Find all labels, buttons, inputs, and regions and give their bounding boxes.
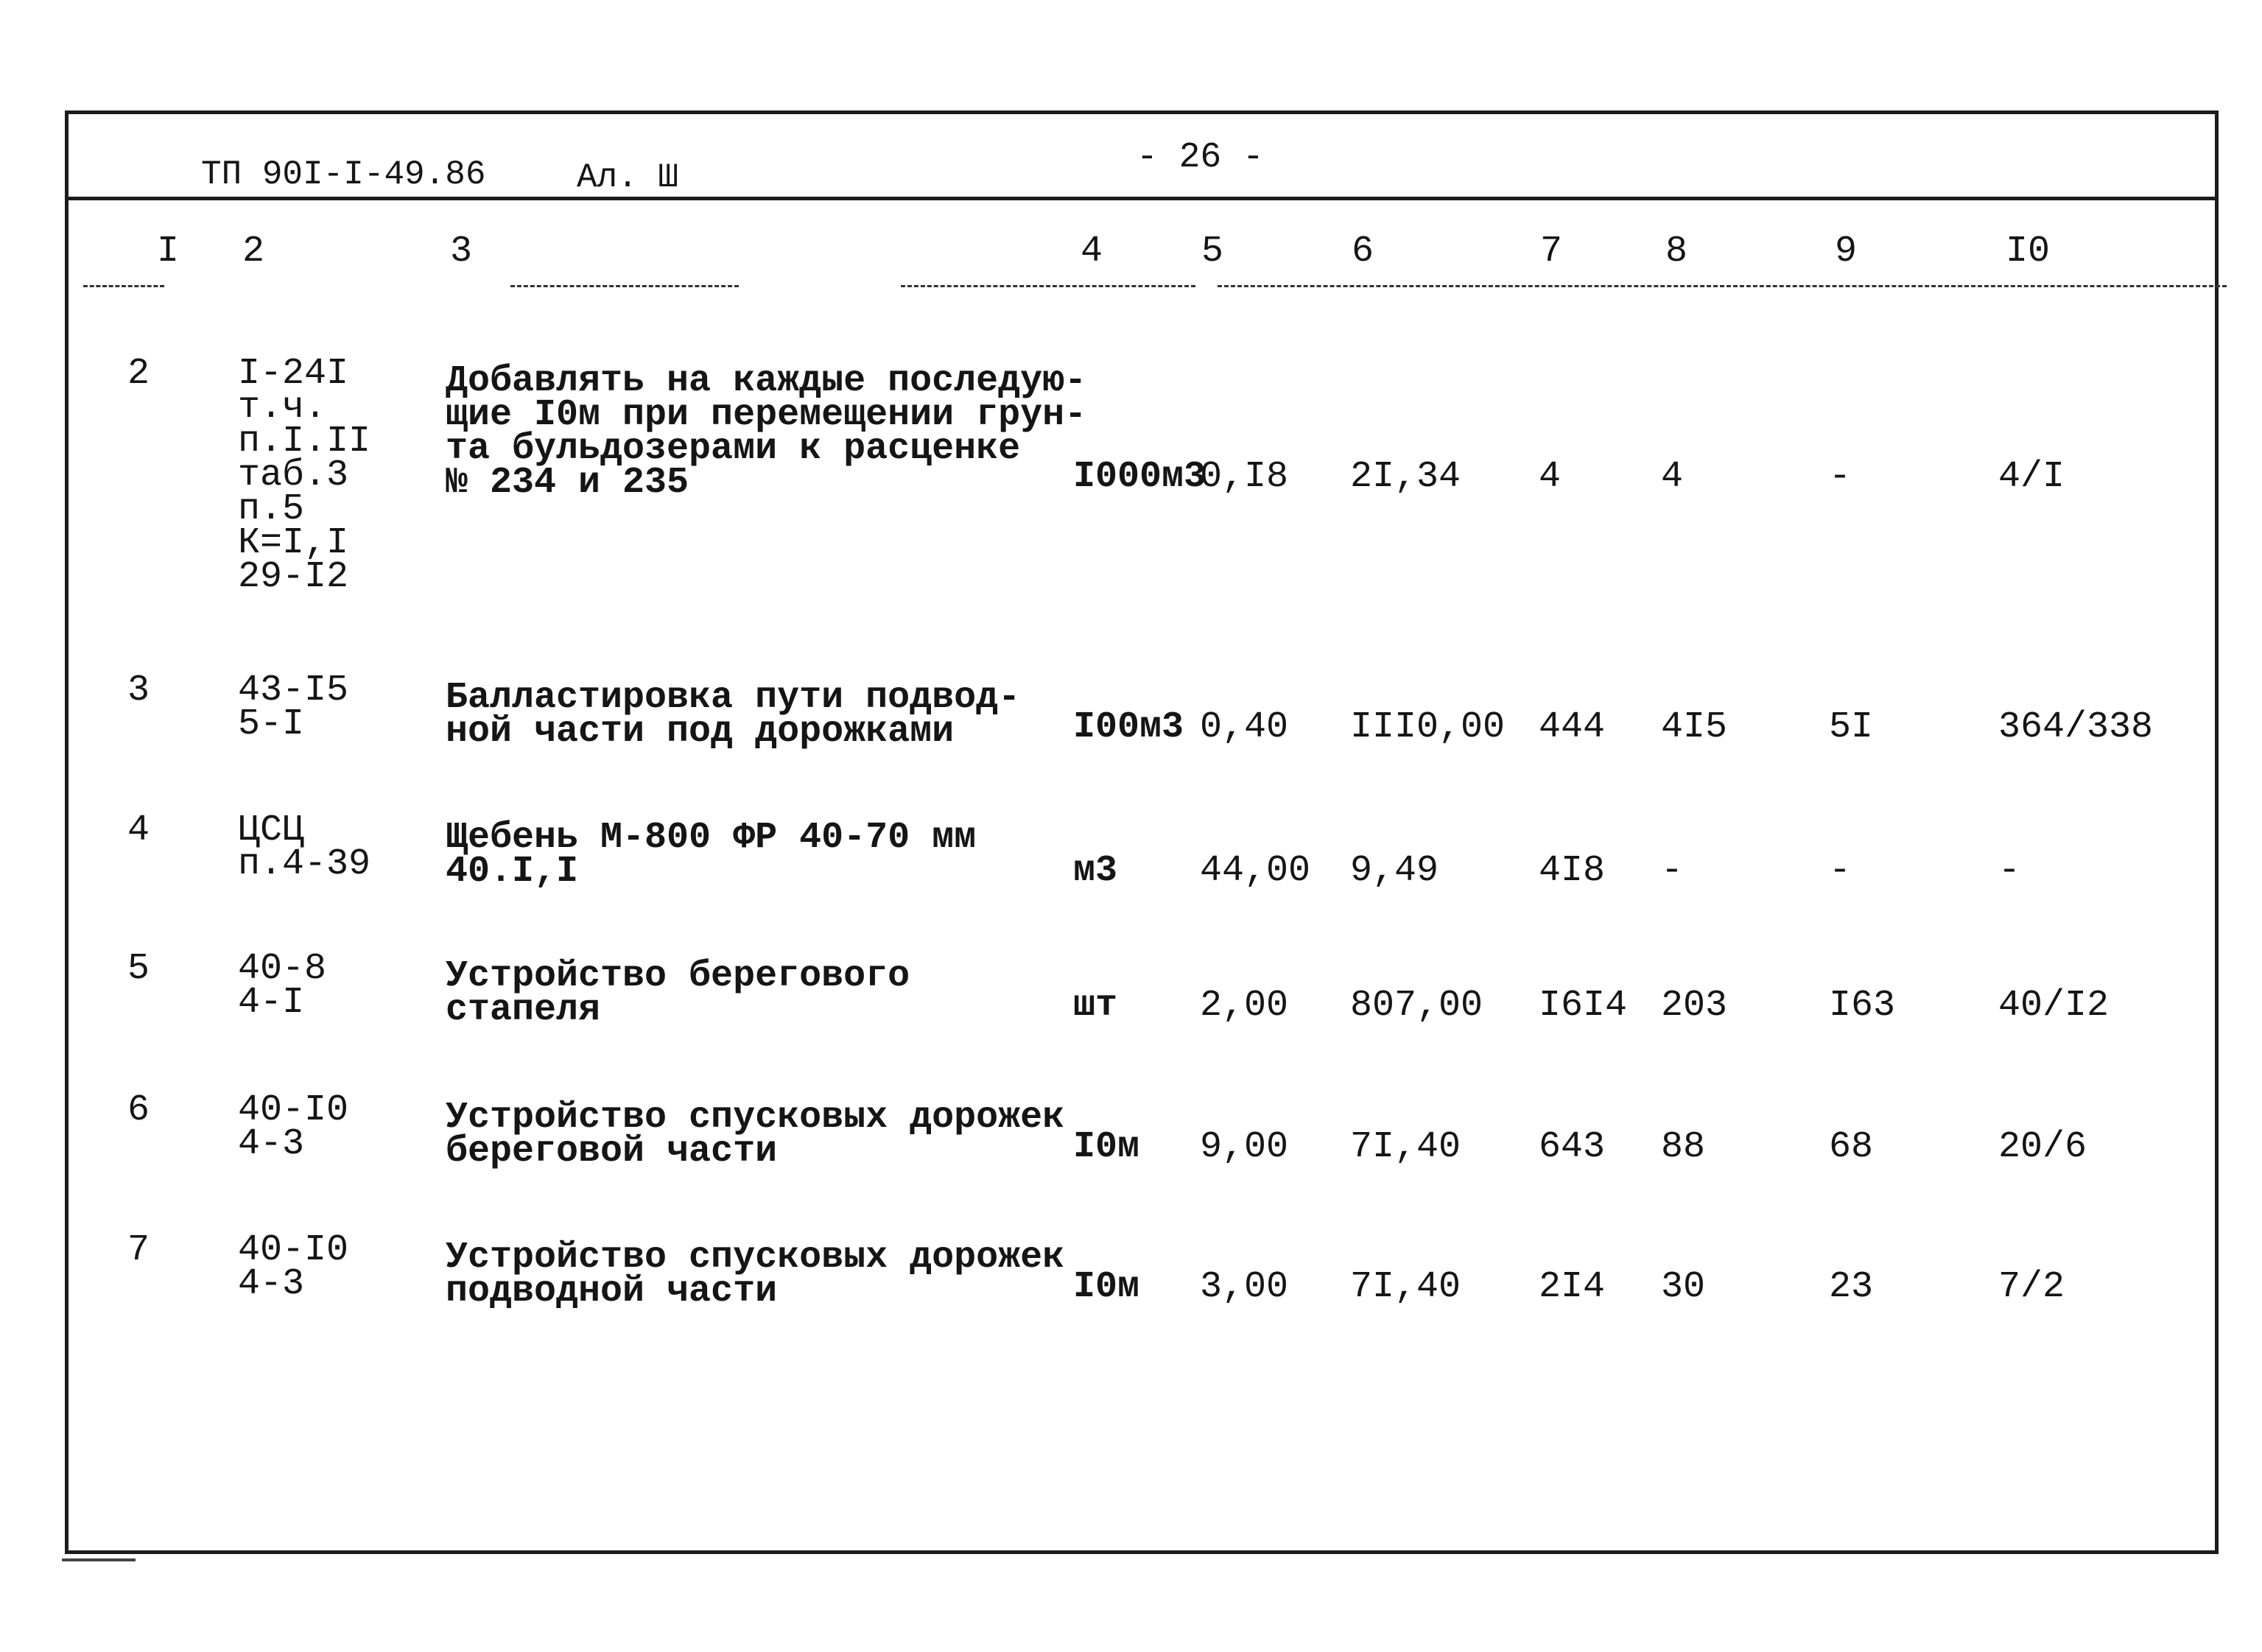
document-sheet: [65, 110, 2219, 1554]
column-8-cell: 30: [1661, 1266, 1706, 1308]
column-7-cell: 4I8: [1539, 850, 1606, 892]
row-number: 3: [127, 669, 150, 711]
column-9-cell: 5I: [1829, 706, 1874, 748]
work-description-line: Добавлять на каждые последую-: [446, 360, 1087, 402]
rate-code-line: п.I.II: [238, 421, 371, 463]
header-dash-rule: [83, 285, 164, 287]
row-number: 5: [127, 948, 150, 990]
column-9-cell: 68: [1829, 1126, 1874, 1168]
quantity-cell: 3,00: [1200, 1266, 1289, 1308]
column-header-8: 8: [1665, 231, 1688, 273]
rate-code-line: 4-3: [238, 1123, 305, 1165]
work-description-line: Устройство берегового: [446, 955, 910, 997]
work-description-line: подводной части: [446, 1270, 778, 1312]
column-header-10: I0: [2006, 231, 2051, 273]
rate-code-line: т.ч.: [238, 387, 327, 429]
work-description-line: та бульдозерами к расценке: [446, 428, 1021, 470]
quantity-cell: 0,I8: [1200, 456, 1289, 498]
column-7-cell: I6I4: [1539, 985, 1628, 1027]
column-8-cell: 4: [1661, 456, 1684, 498]
column-10-cell: 40/I2: [1998, 985, 2110, 1027]
rate-code-line: 40-I0: [238, 1229, 349, 1271]
album-label: Ал. Ш: [577, 158, 679, 197]
column-7-cell: 444: [1539, 706, 1606, 748]
column-header-2: 2: [242, 231, 265, 273]
header-rule: [69, 197, 2215, 200]
rate-code-line: 4-3: [238, 1263, 305, 1305]
page-number: - 26 -: [1137, 138, 1264, 177]
work-description-line: ной части под дорожками: [446, 711, 955, 753]
column-9-cell: 23: [1829, 1266, 1874, 1308]
rate-code: [238, 948, 327, 1024]
unit-cell: шт: [1073, 985, 1118, 1027]
unit-cell: I0м: [1073, 1126, 1140, 1168]
quantity-cell: 9,00: [1200, 1126, 1289, 1168]
work-description-line: Балластировка пути подвод-: [446, 677, 1021, 719]
document-code: ТП 90I-I-49.86: [201, 155, 486, 194]
quantity-cell: 2,00: [1200, 985, 1289, 1027]
work-description: [446, 360, 1087, 504]
header-dash-rule: [901, 285, 1195, 287]
header-dash-rule: [510, 285, 739, 287]
column-8-cell: 203: [1661, 985, 1728, 1027]
column-10-cell: 7/2: [1998, 1266, 2065, 1308]
rate-code-line: 4-I: [238, 982, 305, 1024]
column-8-cell: 88: [1661, 1126, 1706, 1168]
work-description-line: щие I0м при перемещении грун-: [446, 394, 1087, 436]
column-header-9: 9: [1835, 231, 1858, 273]
quantity-cell: 44,00: [1200, 850, 1311, 892]
rate-code-line: 43-I5: [238, 669, 349, 711]
unit-price-cell: 7I,40: [1350, 1126, 1461, 1168]
column-7-cell: 643: [1539, 1126, 1606, 1168]
work-description: [446, 677, 1021, 753]
unit-price-cell: 2I,34: [1350, 456, 1461, 498]
column-7-cell: 2I4: [1539, 1266, 1606, 1308]
rate-code: [238, 1089, 349, 1165]
column-header-3: 3: [450, 231, 473, 273]
unit-cell: м3: [1073, 850, 1118, 892]
column-9-cell: -: [1829, 456, 1852, 498]
rate-code: [238, 353, 371, 598]
column-10-cell: -: [1998, 850, 2021, 892]
column-9-cell: -: [1829, 850, 1852, 892]
rate-code-line: таб.3: [238, 454, 349, 496]
unit-cell: I000м3: [1073, 456, 1206, 498]
column-header-6: 6: [1352, 231, 1374, 273]
unit-price-cell: 7I,40: [1350, 1266, 1461, 1308]
column-10-cell: 4/I: [1998, 456, 2065, 498]
rate-code-line: 40-I0: [238, 1089, 349, 1131]
header-dash-rule: [1218, 285, 2227, 287]
unit-price-cell: 807,00: [1350, 985, 1483, 1027]
rate-code: [238, 809, 371, 885]
work-description: [446, 1097, 1065, 1173]
work-description-line: Устройство спусковых дорожек: [446, 1237, 1065, 1279]
row-number: 4: [127, 809, 150, 851]
rate-code-line: п.4-39: [238, 843, 371, 885]
rate-code-line: I-24I: [238, 353, 349, 395]
rate-code-line: 29-I2: [238, 556, 349, 598]
work-description-line: Устройство спусковых дорожек: [446, 1097, 1065, 1139]
column-9-cell: I63: [1829, 985, 1896, 1027]
column-8-cell: 4I5: [1661, 706, 1728, 748]
unit-price-cell: 9,49: [1350, 850, 1439, 892]
column-10-cell: 20/6: [1998, 1126, 2087, 1168]
work-description: [446, 817, 977, 893]
column-8-cell: -: [1661, 850, 1684, 892]
column-10-cell: 364/338: [1998, 706, 2154, 748]
unit-cell: I00м3: [1073, 706, 1184, 748]
column-header-1: I: [157, 231, 180, 273]
quantity-cell: 0,40: [1200, 706, 1289, 748]
work-description-line: стапеля: [446, 989, 601, 1031]
unit-price-cell: III0,00: [1350, 706, 1506, 748]
work-description-line: береговой части: [446, 1131, 778, 1173]
work-description: [446, 1237, 1065, 1312]
column-header-5: 5: [1201, 231, 1224, 273]
row-number: 2: [127, 353, 150, 395]
rate-code: [238, 1229, 349, 1305]
rate-code: [238, 669, 349, 745]
column-7-cell: 4: [1539, 456, 1562, 498]
rate-code-line: К=I,I: [238, 522, 349, 564]
column-header-7: 7: [1540, 231, 1563, 273]
rate-code-line: 5-I: [238, 703, 305, 745]
rate-code-line: 40-8: [238, 948, 327, 990]
sheet-edge-mark: [62, 1558, 136, 1561]
work-description: [446, 955, 910, 1031]
row-number: 7: [127, 1229, 150, 1271]
column-header-4: 4: [1081, 231, 1103, 273]
rate-code-line: ЦСЦ: [238, 809, 305, 851]
rate-code-line: п.5: [238, 488, 305, 530]
work-description-line: № 234 и 235: [446, 462, 689, 504]
row-number: 6: [127, 1089, 150, 1131]
work-description-line: Щебень М-800 ФР 40-70 мм: [446, 817, 977, 859]
work-description-line: 40.I,I: [446, 851, 579, 893]
unit-cell: I0м: [1073, 1266, 1140, 1308]
